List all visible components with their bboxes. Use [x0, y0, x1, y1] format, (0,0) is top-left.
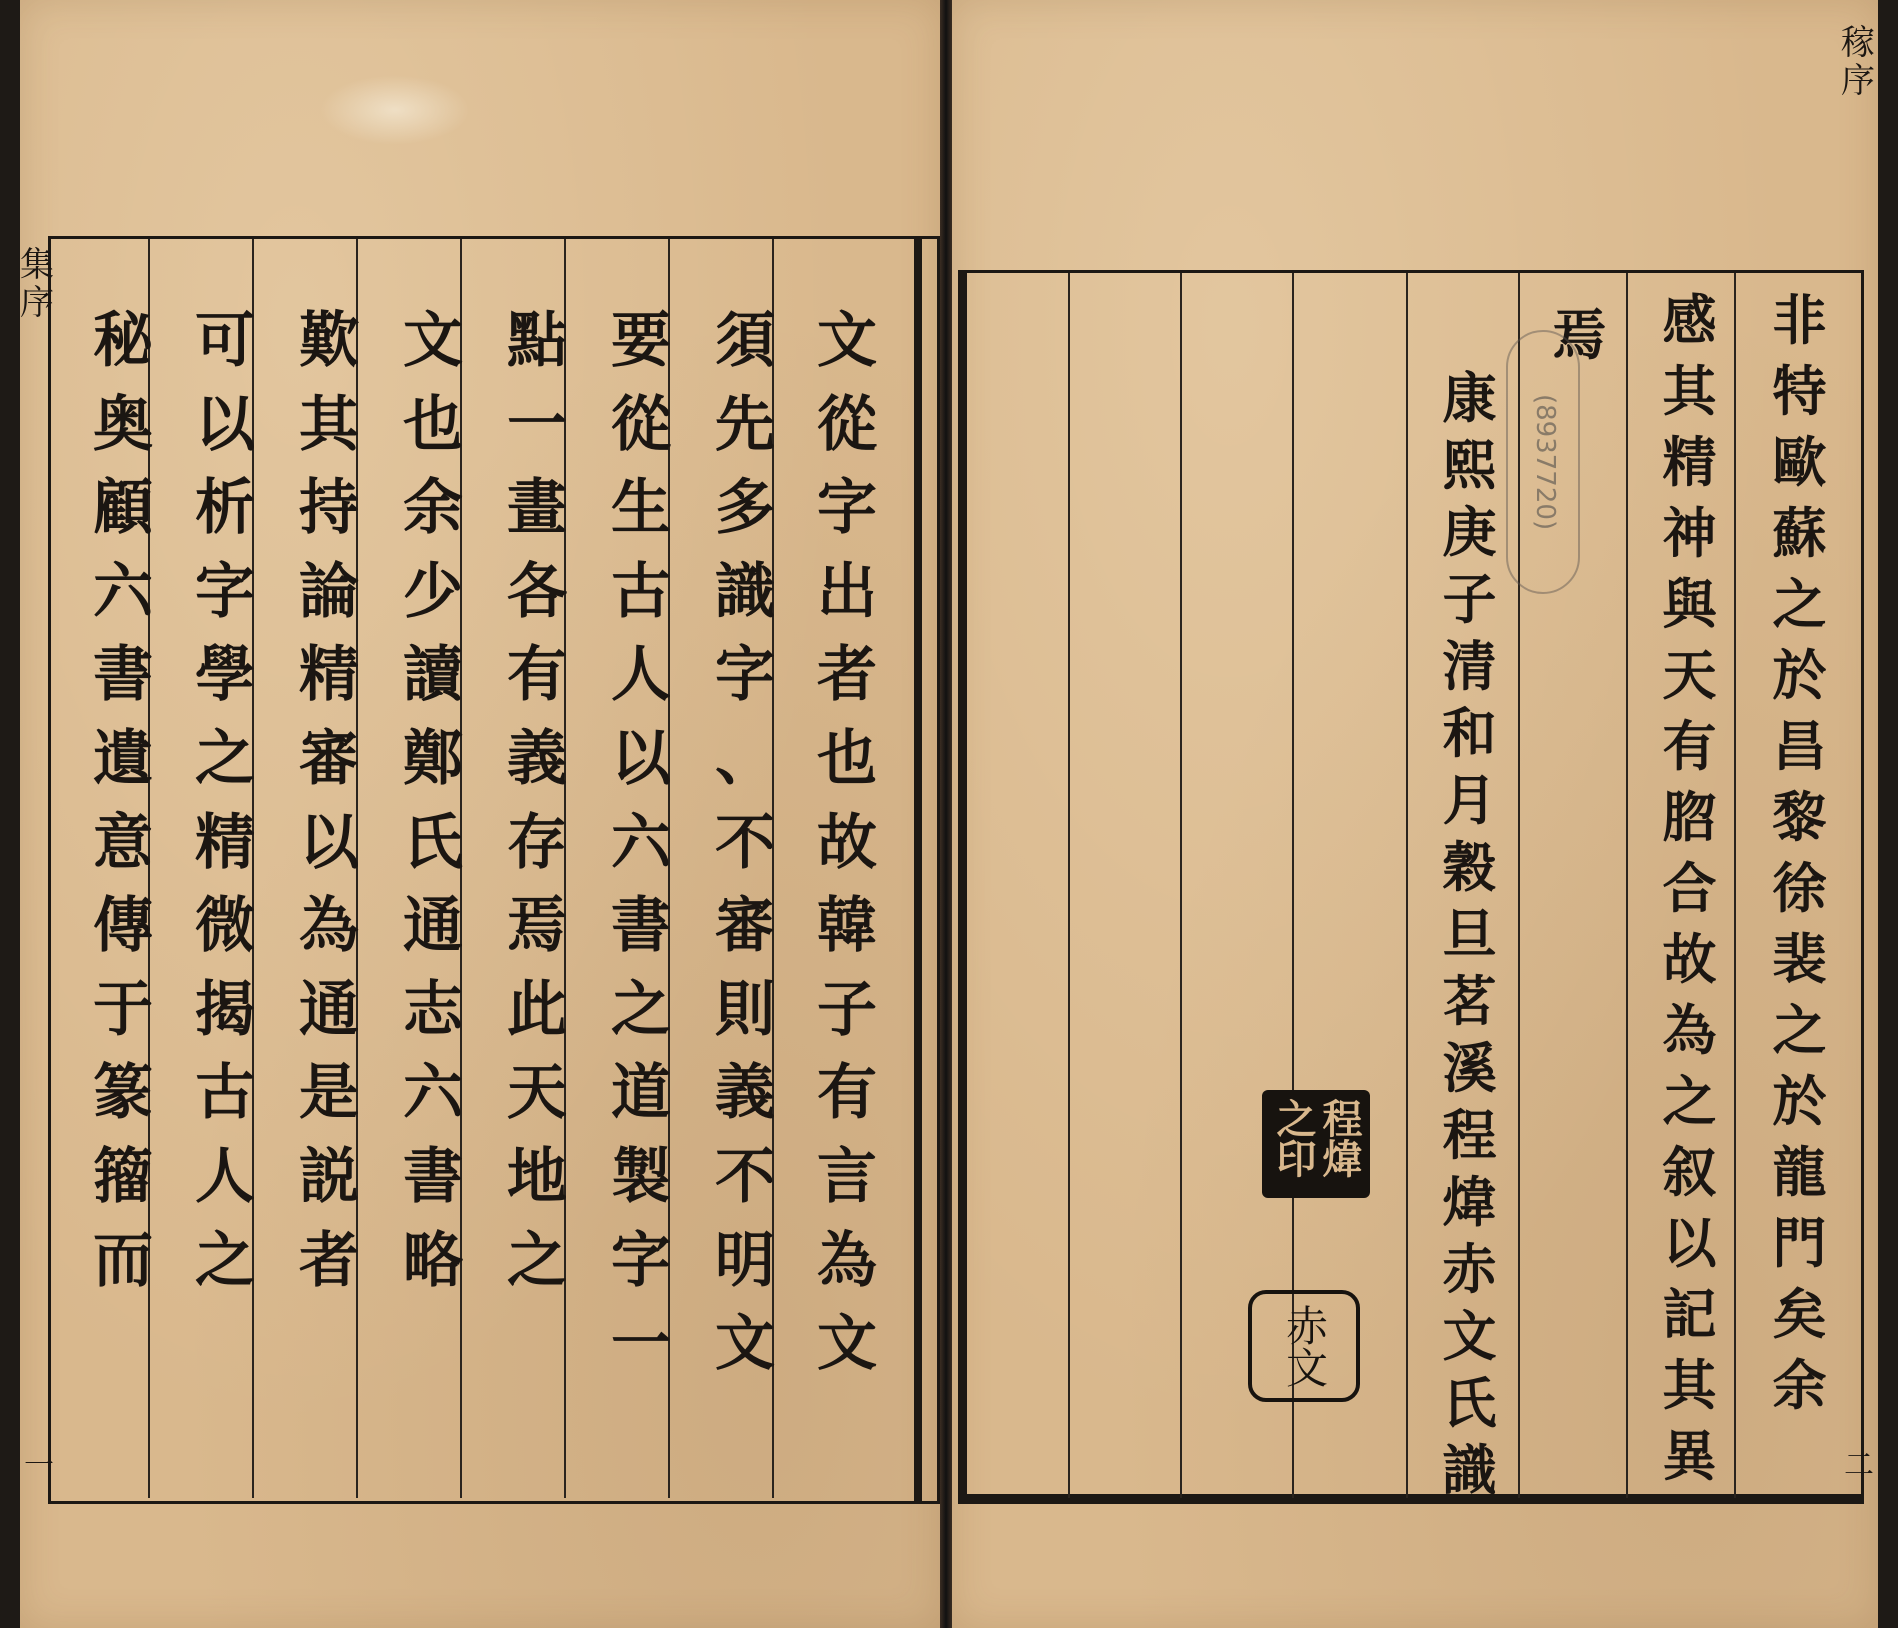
glyph: 文 [1442, 1304, 1497, 1368]
glyph: 裴 [1772, 927, 1827, 991]
glyph: 庚 [1442, 500, 1497, 564]
glyph: 書 [403, 1141, 463, 1212]
left-frame-thick-right [914, 236, 922, 1504]
text-column-1 [802, 300, 892, 1387]
catalog-pencil-note: (8937720) [1506, 330, 1580, 594]
glyph: 者 [817, 640, 877, 711]
glyph: 論 [299, 556, 359, 627]
glyph: 審 [715, 891, 775, 962]
glyph: 昌 [1772, 714, 1827, 778]
glyph: 神 [1662, 501, 1717, 565]
column-rule [1406, 273, 1408, 1498]
glyph: 與 [1662, 572, 1717, 636]
glyph: 也 [403, 389, 463, 460]
glyph: 此 [507, 974, 567, 1045]
glyph: 製 [611, 1141, 671, 1212]
glyph: 少 [403, 556, 463, 627]
glyph: 審 [299, 723, 359, 794]
glyph: 生 [611, 473, 671, 544]
glyph: 韓 [817, 891, 877, 962]
glyph: 徐 [1772, 856, 1827, 920]
glyph: 人 [611, 640, 671, 711]
right-page [952, 0, 1878, 1628]
glyph: 學 [195, 640, 255, 711]
glyph: 、 [715, 723, 775, 794]
text-column-4 [492, 300, 582, 1303]
glyph: 矣 [1772, 1282, 1827, 1346]
glyph: 程 [1442, 1103, 1497, 1167]
glyph: 以 [611, 723, 671, 794]
text-column-8 [78, 300, 168, 1303]
folio-number-left: 一 [24, 1448, 54, 1483]
glyph: 文 [817, 1309, 877, 1380]
glyph: 清 [1442, 634, 1497, 698]
glyph: 其 [1662, 359, 1717, 423]
glyph: 通 [403, 891, 463, 962]
glyph: 義 [507, 723, 567, 794]
glyph: 點 [507, 306, 567, 376]
glyph: 赤 [1442, 1237, 1497, 1301]
glyph: 略 [403, 1225, 463, 1296]
glyph: 出 [817, 556, 877, 627]
glyph: 焉 [507, 891, 567, 962]
glyph: 多 [715, 473, 775, 544]
glyph: 六 [403, 1058, 463, 1129]
glyph: 於 [1772, 643, 1827, 707]
glyph: 精 [195, 807, 255, 878]
glyph: 序 [1841, 61, 1875, 101]
glyph: 脗 [1662, 785, 1717, 849]
glyph: 文 [817, 306, 877, 376]
glyph: 余 [1772, 1353, 1827, 1417]
glyph: 其 [299, 389, 359, 460]
glyph: 黎 [1772, 785, 1827, 849]
text-column-3 [596, 300, 686, 1387]
glyph: 秘 [93, 306, 153, 376]
glyph: 籀 [93, 1141, 153, 1212]
glyph: 持 [299, 473, 359, 544]
book-gutter [940, 0, 952, 1628]
text-column-1 [1752, 285, 1847, 1421]
glyph: 析 [195, 473, 255, 544]
seal-name: 程煒之印 [1262, 1090, 1370, 1198]
glyph: 人 [195, 1141, 255, 1212]
glyph: 可 [195, 306, 255, 376]
glyph: 者 [299, 1225, 359, 1296]
glyph: 有 [817, 1058, 877, 1129]
glyph: 一 [611, 1309, 671, 1380]
glyph: 之 [195, 723, 255, 794]
glyph: 不 [715, 1141, 775, 1212]
glyph: 地 [507, 1141, 567, 1212]
text-column-2 [700, 300, 790, 1387]
glyph: 各 [507, 556, 567, 627]
glyph: 古 [611, 556, 671, 627]
glyph: 篆 [93, 1058, 153, 1129]
glyph: 故 [817, 807, 877, 878]
glyph: 古 [195, 1058, 255, 1129]
glyph: 歐 [1772, 430, 1827, 494]
glyph: 子 [817, 974, 877, 1045]
glyph: 微 [195, 891, 255, 962]
glyph: 合 [1662, 856, 1717, 920]
paper-stain [320, 75, 470, 145]
glyph: 言 [817, 1141, 877, 1212]
glyph: 道 [611, 1058, 671, 1129]
glyph: 文 [403, 306, 463, 376]
glyph: 和 [1442, 701, 1497, 765]
glyph: 義 [715, 1058, 775, 1129]
glyph: 書 [611, 891, 671, 962]
glyph: 意 [93, 807, 153, 878]
glyph: 從 [611, 389, 671, 460]
glyph: 書 [93, 640, 153, 711]
glyph: 溪 [1442, 1036, 1497, 1100]
glyph: 識 [715, 556, 775, 627]
glyph: 讀 [403, 640, 463, 711]
glyph: 為 [1662, 998, 1717, 1062]
glyph: 之 [1772, 998, 1827, 1062]
glyph: 遺 [93, 723, 153, 794]
glyph: 其 [1662, 1353, 1717, 1417]
glyph: 旦 [1442, 902, 1497, 966]
glyph: 氏 [403, 807, 463, 878]
column-rule [1068, 273, 1070, 1498]
glyph: 非 [1772, 288, 1827, 352]
glyph: 字 [817, 473, 877, 544]
glyph: 而 [93, 1225, 153, 1296]
glyph: 通 [299, 974, 359, 1045]
glyph: 康 [1442, 366, 1497, 430]
glyph: 煒 [1442, 1170, 1497, 1234]
text-column-4 [1422, 365, 1517, 1504]
glyph: 叙 [1662, 1140, 1717, 1204]
left-page [20, 0, 940, 1628]
glyph: 精 [299, 640, 359, 711]
glyph: 有 [1662, 714, 1717, 778]
glyph: 則 [715, 974, 775, 1045]
glyph: 六 [93, 556, 153, 627]
text-column-2 [1642, 285, 1737, 1492]
glyph: 也 [817, 723, 877, 794]
text-column-7 [180, 300, 270, 1303]
glyph: 天 [1662, 643, 1717, 707]
glyph: 畫 [507, 473, 567, 544]
glyph: 以 [1662, 1211, 1717, 1275]
glyph: 門 [1772, 1211, 1827, 1275]
column-rule [1180, 273, 1182, 1498]
glyph: 特 [1772, 359, 1827, 423]
glyph: 感 [1662, 288, 1717, 352]
glyph: 字 [611, 1225, 671, 1296]
glyph: 異 [1662, 1424, 1717, 1488]
glyph: 茗 [1442, 969, 1497, 1033]
right-frame-thick-left [958, 270, 967, 1504]
glyph: 歎 [299, 306, 359, 376]
glyph: 一 [507, 389, 567, 460]
glyph: 之 [611, 974, 671, 1045]
glyph: 字 [715, 640, 775, 711]
glyph: 説 [299, 1141, 359, 1212]
glyph: 熙 [1442, 433, 1497, 497]
glyph: 為 [817, 1225, 877, 1296]
text-column-5 [388, 300, 478, 1303]
glyph: 于 [93, 974, 153, 1045]
glyph: 子 [1442, 567, 1497, 631]
folio-number-right: 二 [1844, 1448, 1874, 1483]
glyph: 文 [715, 1309, 775, 1380]
glyph: 余 [403, 473, 463, 544]
glyph: 序 [20, 283, 54, 323]
glyph: 須 [715, 306, 775, 376]
glyph: 之 [1772, 572, 1827, 636]
glyph: 龍 [1772, 1140, 1827, 1204]
glyph: 之 [1662, 1069, 1717, 1133]
glyph: 以 [299, 807, 359, 878]
text-column-6 [284, 300, 374, 1303]
glyph: 為 [299, 891, 359, 962]
spine-title-left [22, 246, 52, 322]
glyph: 精 [1662, 430, 1717, 494]
right-frame-thick-bottom [958, 1494, 1864, 1501]
glyph: 志 [403, 974, 463, 1045]
glyph: 於 [1772, 1069, 1827, 1133]
glyph: 記 [1662, 1282, 1717, 1346]
spine-title-right [1840, 24, 1876, 100]
glyph: 焉 [1552, 303, 1607, 367]
glyph: 奥 [93, 389, 153, 460]
glyph: 天 [507, 1058, 567, 1129]
glyph: 以 [195, 389, 255, 460]
glyph: 不 [715, 807, 775, 878]
glyph: 鄭 [403, 723, 463, 794]
glyph: 從 [817, 389, 877, 460]
glyph: 字 [195, 556, 255, 627]
column-rule [1626, 273, 1628, 1498]
glyph: 要 [611, 306, 671, 376]
seal-style-name: 赤文 [1248, 1290, 1360, 1402]
glyph: 顧 [93, 473, 153, 544]
glyph: 之 [507, 1225, 567, 1296]
glyph: 月 [1442, 768, 1497, 832]
glyph: 故 [1662, 927, 1717, 991]
glyph: 存 [507, 807, 567, 878]
glyph: 有 [507, 640, 567, 711]
glyph: 六 [611, 807, 671, 878]
glyph: 穀 [1442, 835, 1497, 899]
glyph: 揭 [195, 974, 255, 1045]
glyph: 之 [195, 1225, 255, 1296]
glyph: 識 [1442, 1438, 1497, 1502]
glyph: 稼 [1841, 23, 1875, 63]
glyph: 蘇 [1772, 501, 1827, 565]
glyph: 集 [20, 245, 54, 285]
glyph: 氏 [1442, 1371, 1497, 1435]
glyph: 明 [715, 1225, 775, 1296]
glyph: 先 [715, 389, 775, 460]
glyph: 是 [299, 1058, 359, 1129]
glyph: 傳 [93, 891, 153, 962]
